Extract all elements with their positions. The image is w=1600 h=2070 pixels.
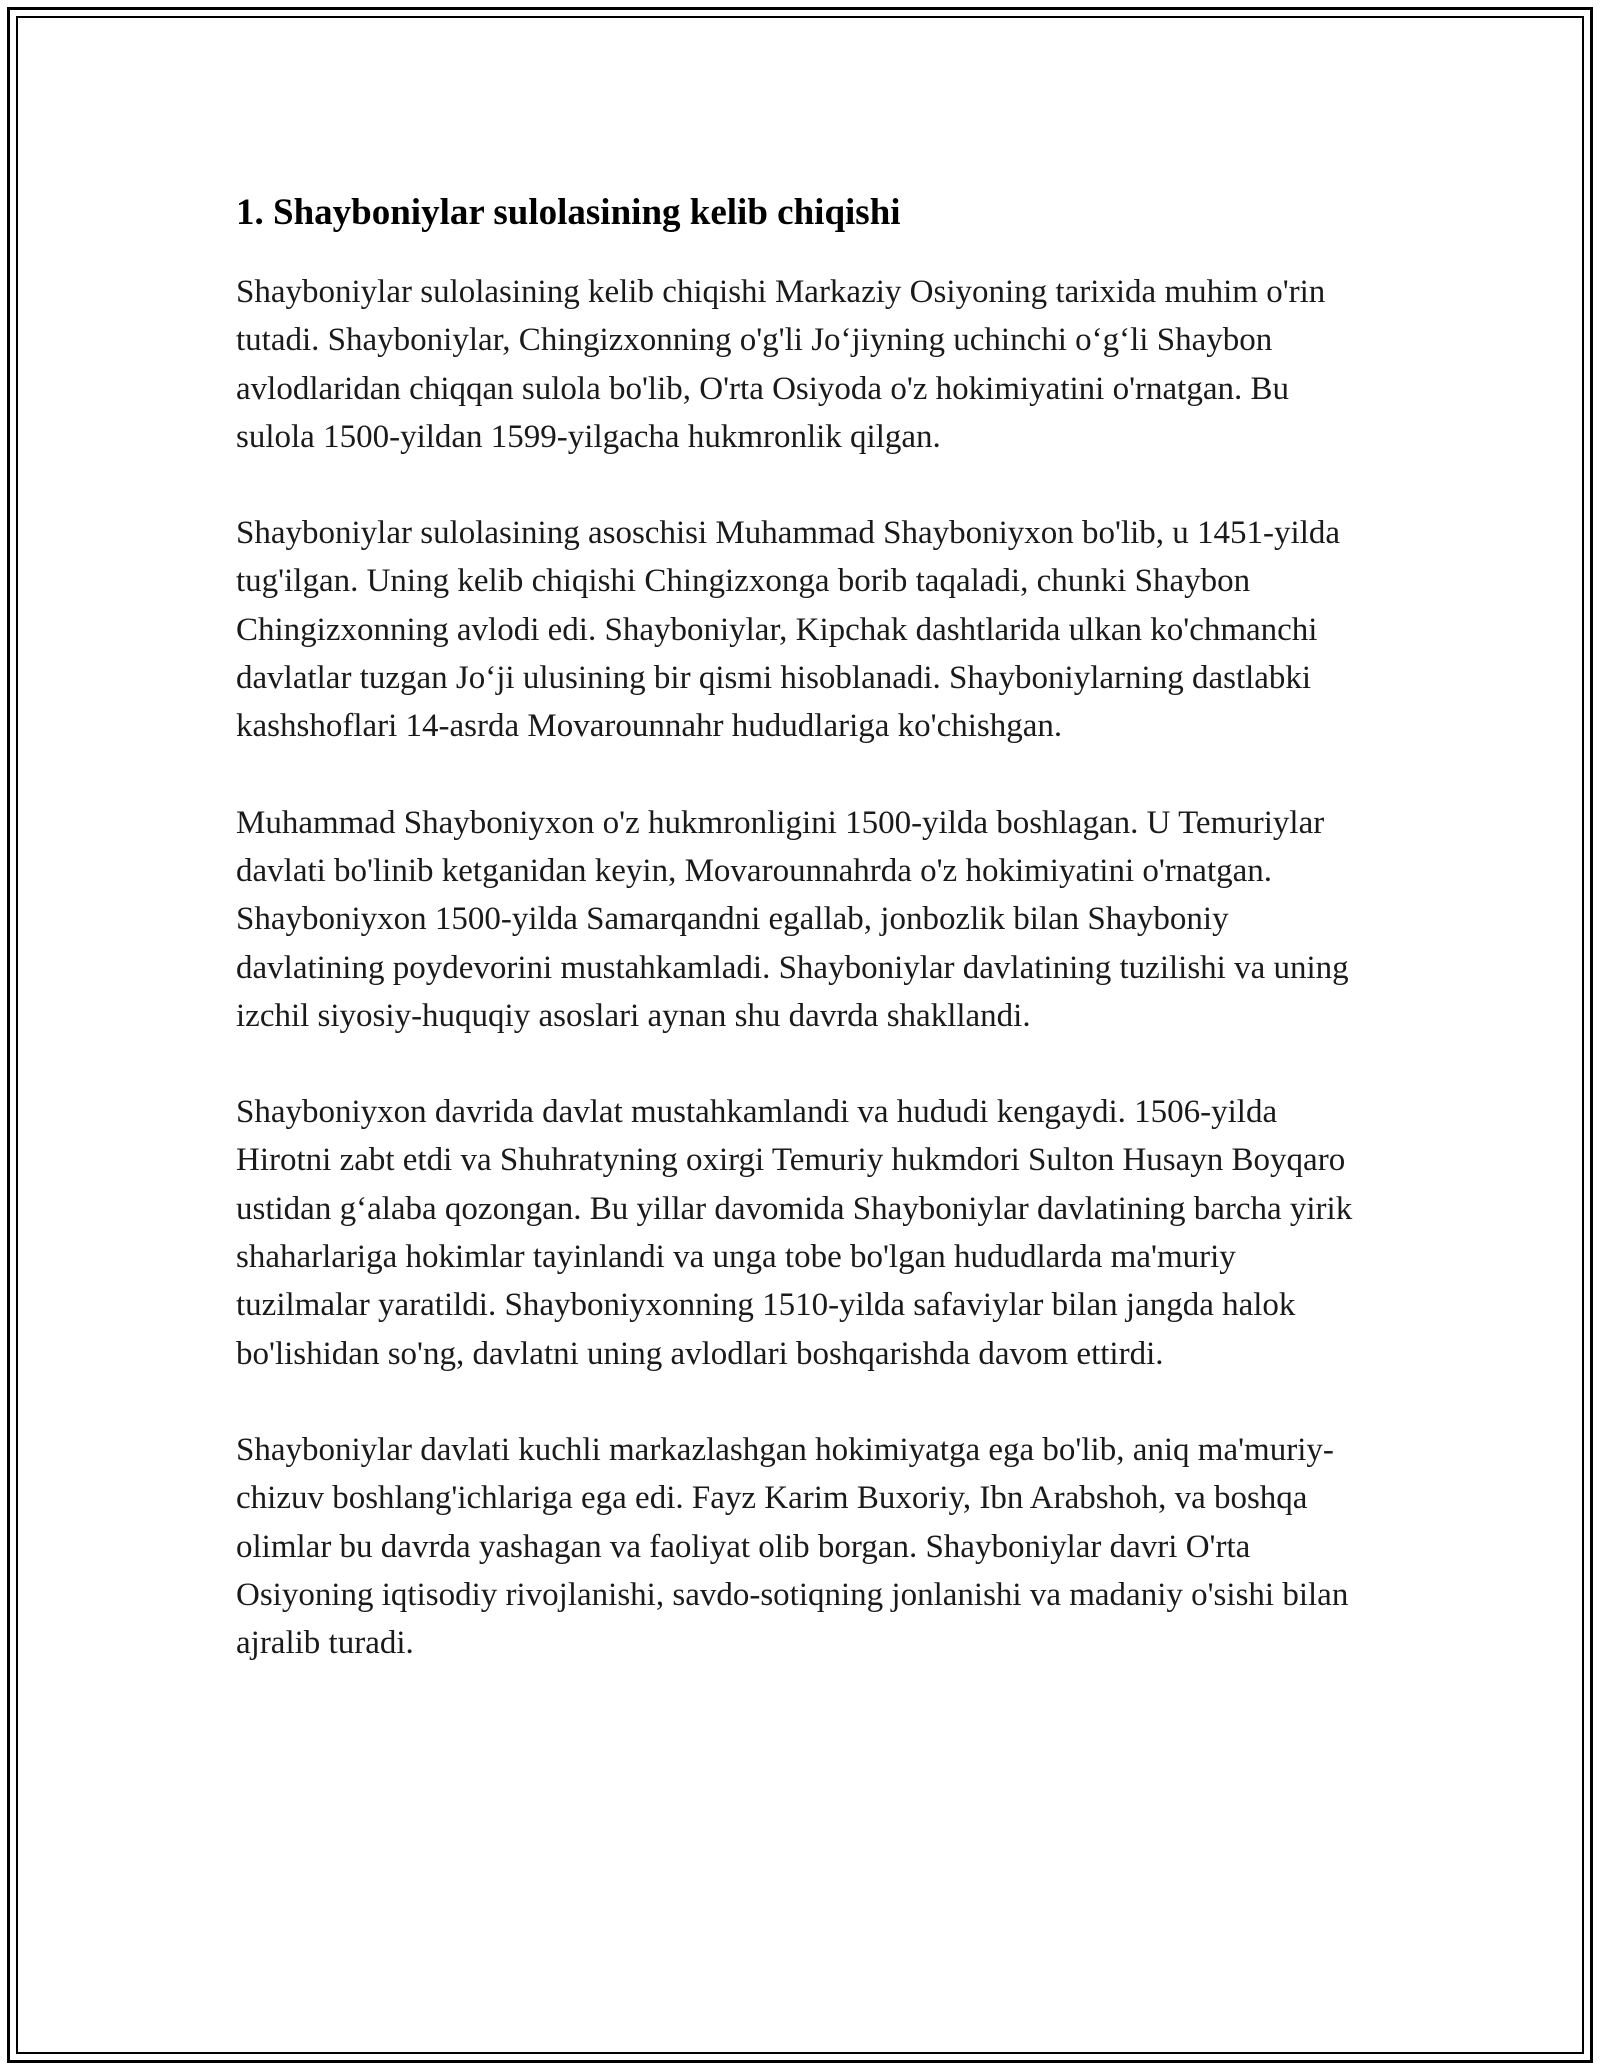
- paragraph-founder: Shayboniylar sulolasining asoschisi Muhammad Shayboniyxon bo'lib, u 1451-yilda tug'ilgan. Uning kelib chiqishi Chingizxonga borib taqaladi, chunki Shaybon Chingizxonning avlodi edi. Shayboniylar, Kipchak dashtlarida ulkan ko'chmanchi davlatlar tuzgan Jo‘ji ulusining bir qismi hisoblanadi. Shayboniylarning dastlabki kashshoflari 14-asrda Movarounnahr hududlariga ko'chishgan.: [236, 515, 1341, 745]
- paragraph-reign-start: Muhammad Shayboniyxon o'z hukmronligini 1500-yilda boshlagan. U Temuriylar davlati bo'linib ketganidan keyin, Movarounnahrda o'z hokimiyatini o'rnatgan. Shayboniyxon 1500-yilda Samarqandni egallab, jonbozlik bilan Shayboniy davlatining poydevorini mustahkamladi. Shayboniylar davlatining tuzilishi va uning izchil siyosiy-huquqiy asoslari aynan shu davrda shakllandi.: [236, 804, 1349, 1034]
- section-title: 1. Shayboniylar sulolasining kelib chiqishi: [236, 192, 901, 233]
- document-body: [236, 186, 1356, 1715]
- paragraph-expansion: Shayboniyxon davrida davlat mustahkamlandi va hududi kengaydi. 1506-yilda Hirotni zabt etdi va Shuhratyning oxirgi Temuriy hukmdori Sulton Husayn Boyqaro ustidan g‘alaba qozongan. Bu yillar davomida Shayboniylar davlatining barcha yirik shaharlariga hokimlar tayinlandi va unga tobe bo'lgan hududlarda ma'muriy tuzilmalar yaratildi. Shayboniyxonning 1510-yilda safaviylar bilan jangda halok bo'lishidan so'ng, davlatni uning avlodlari boshqarishda davom ettirdi.: [236, 1094, 1353, 1372]
- paragraph-origin: Shayboniylar sulolasining kelib chiqishi Markaziy Osiyoning tarixida muhim o'rin tutadi. Shayboniylar, Chingizxonning o'g'li Jo‘jiyning uchinchi o‘g‘li Shaybon avlodlaridan chiqqan sulola bo'lib, O'rta Osiyoda o'z hokimiyatini o'rnatgan. Bu sulola 1500-yildan 1599-yilgacha hukmronlik qilgan.: [236, 274, 1326, 455]
- paragraph-state-structure: Shayboniylar davlati kuchli markazlashgan hokimiyatga ega bo'lib, aniq ma'muriy-chizuv boshlang'ichlariga ega edi. Fayz Karim Buxoriy, Ibn Arabshoh, va boshqa olimlar bu davrda yashagan va faoliyat olib borgan. Shayboniylar davri O'rta Osiyoning iqtisodiy rivojlanishi, savdo-sotiqning jonlanishi va madaniy o'sishi bilan ajralib turadi.: [236, 1431, 1349, 1662]
